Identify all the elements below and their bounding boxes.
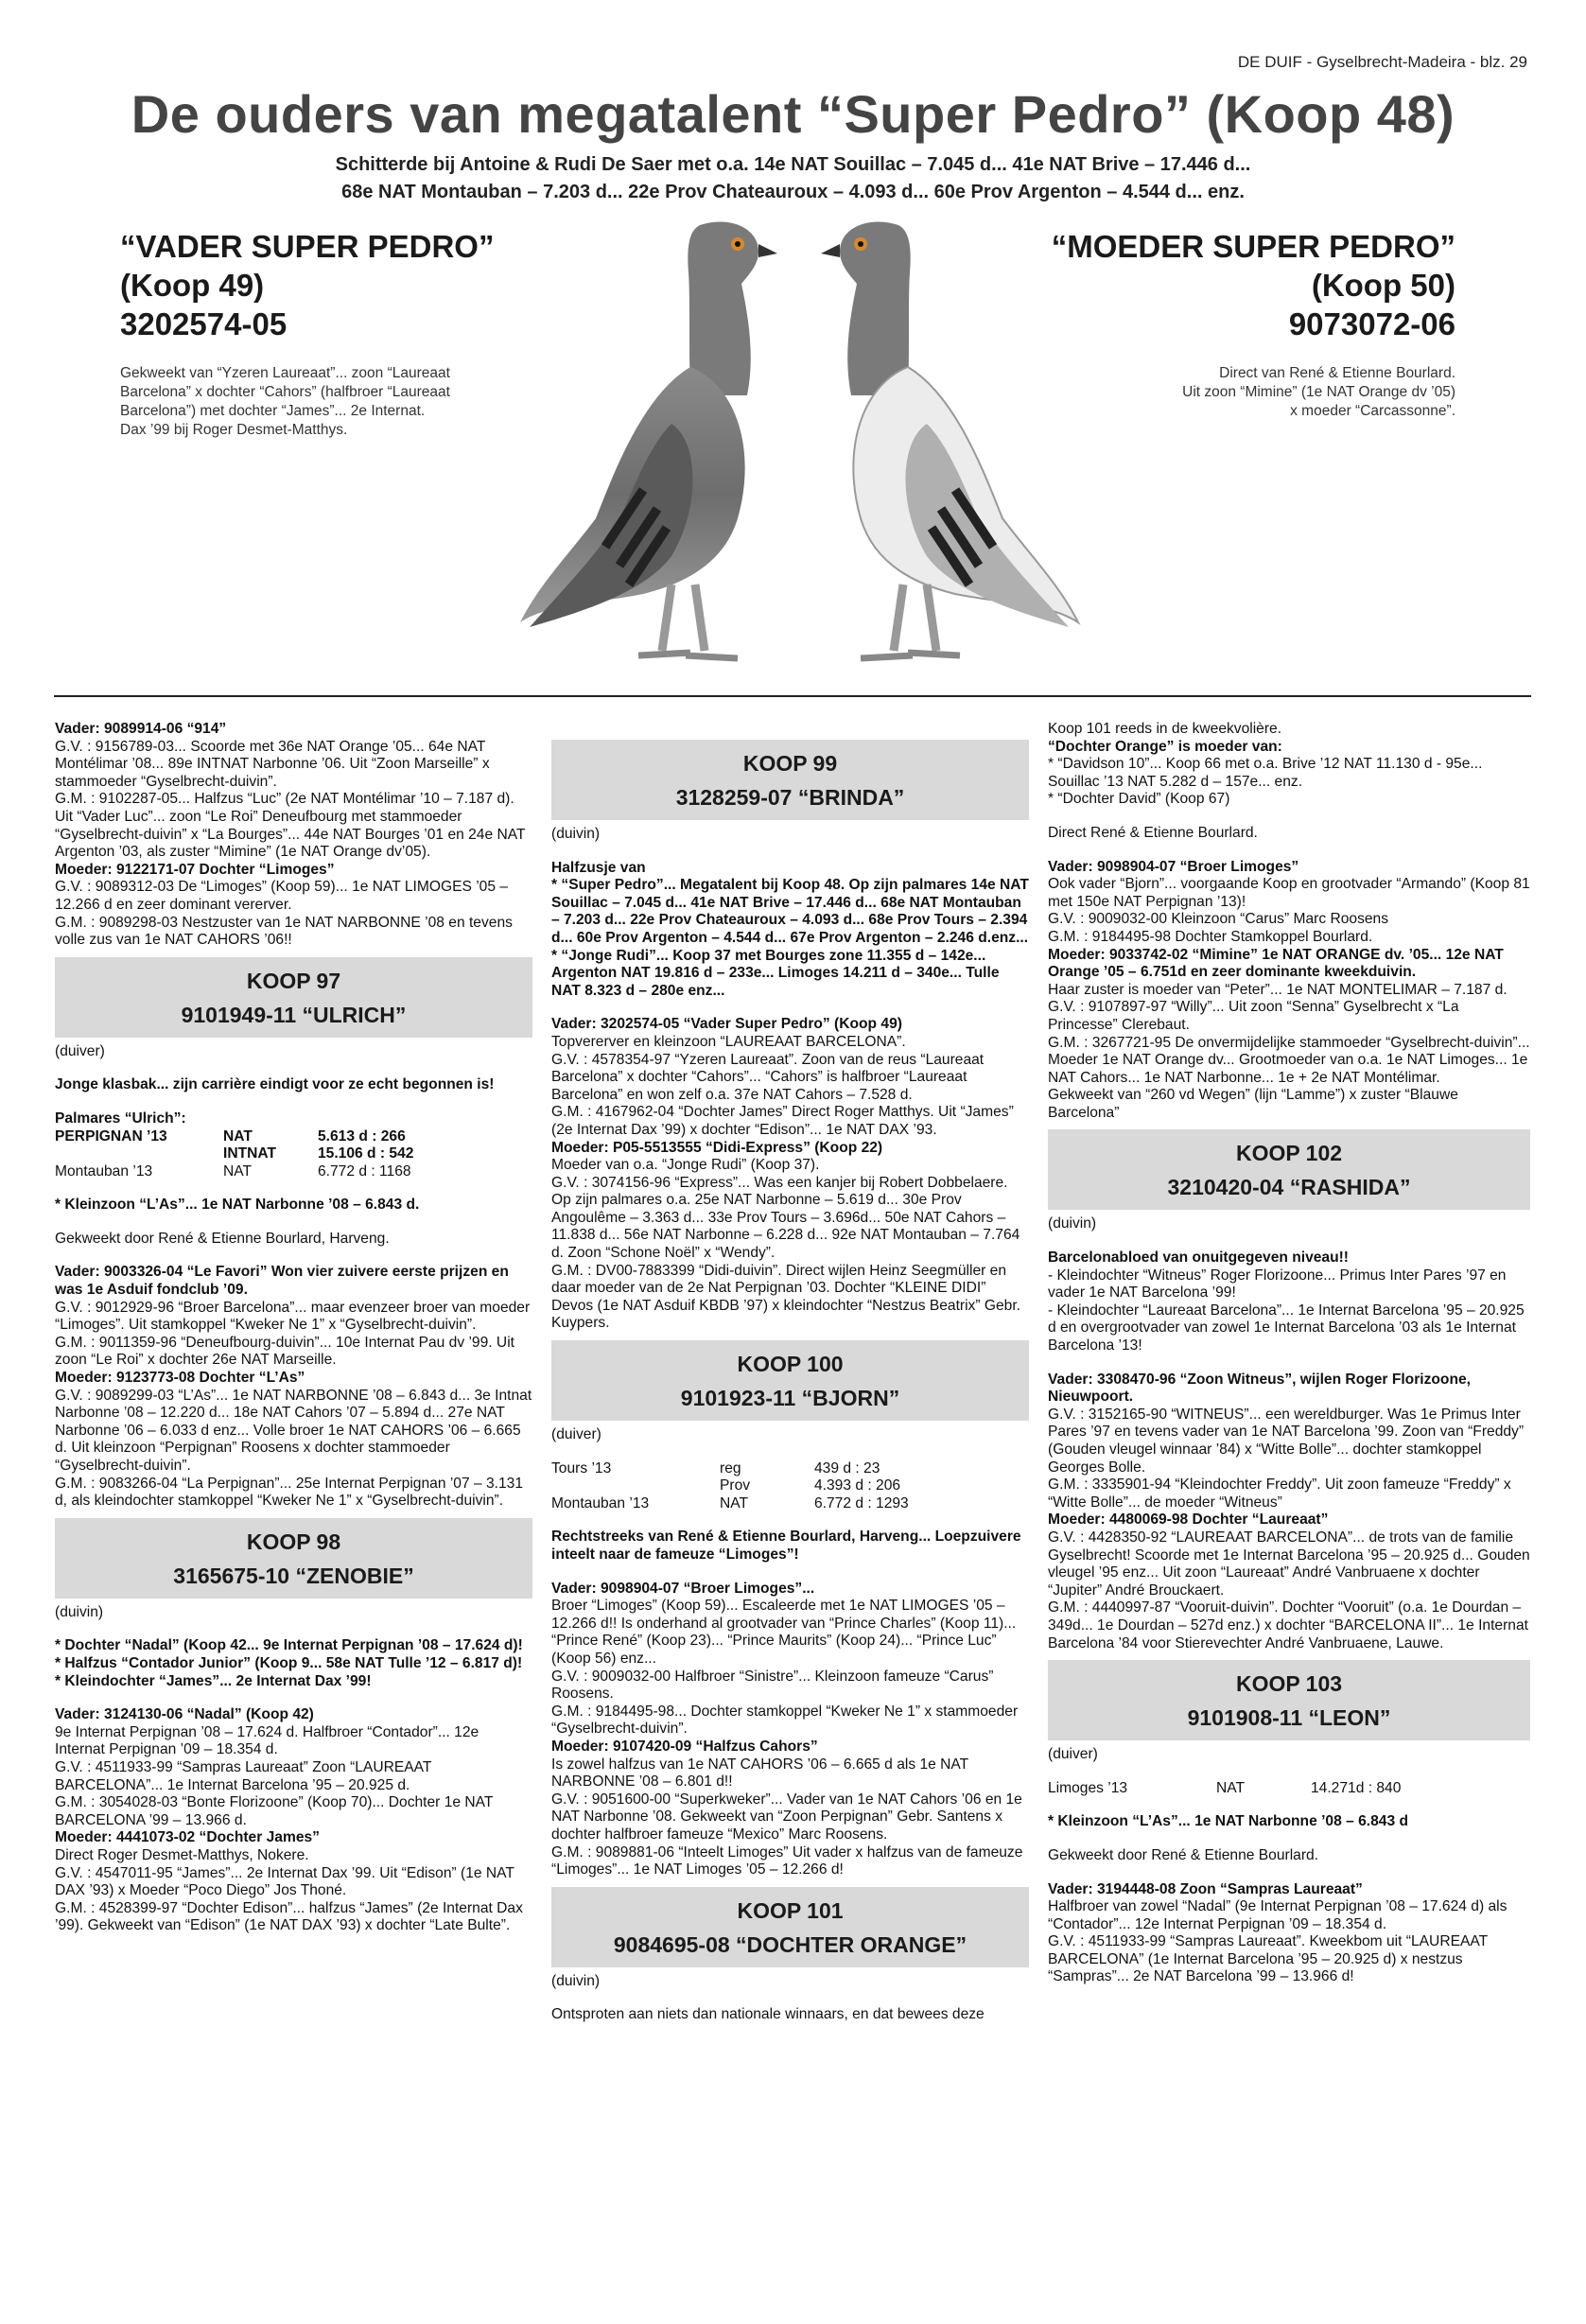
text-line: Vader: 3308470-96 “Zoon Witneus”, wijlen Roger Florizoone, Nieuwpoort.	[1048, 1371, 1471, 1406]
text-line: G.M. : 9102287-05... Halfzus “Luc” (2e NAT Montélimar ’10 – 7.187 d). Uit “Vader Luc”... zoon “Le Roi” Deneufbourg met stammoeder “Gyselbrecht-duivin” x “La Bourges”... 44e NAT Bourges ’01 en 24e NAT Argenton ’03, als zuster “Mimine” (1e NAT Orange dv’05).	[55, 791, 526, 861]
koop-ring: 9101949-11 “ULRICH”	[181, 1002, 407, 1027]
koop-ring: 9084695-08 “DOCHTER ORANGE”	[613, 1931, 967, 1957]
mother-name: “MOEDER SUPER PEDRO”	[1051, 229, 1455, 264]
sex-label: (duiver)	[551, 1426, 601, 1443]
text-line: G.M. : 4167962-04 “Dochter James” Direct Roger Matthys. Uit “James” (2e Internat Dax ’99) x dochter “Edison”... 1e NAT DAX ’93.	[551, 1104, 1014, 1138]
text-line: G.V. : 9051600-00 “Superkweker”... Vader van 1e NAT Cahors ’06 en 1e NAT Narbonne ’08. Gekweekt van “Zoon Perpignan” Gebr. Santens x dochter halfbroer fameuze “Mexico” Marc Roosens.	[551, 1791, 1022, 1843]
text-line: Ontsproten aan niets dan nationale winnaars, en dat bewees deze	[551, 2006, 985, 2023]
mother-description	[1077, 364, 1455, 421]
page-title: De ouders van megatalent “Super Pedro” (Koop 48)	[131, 84, 1455, 144]
subtitle-line: Schitterde bij Antoine & Rudi De Saer met o.a. 14e NAT Souillac – 7.045 d... 41e NAT Brive – 17.446 d...	[335, 154, 1251, 175]
text-line: Ook vader “Bjorn”... voorgaande Koop en grootvader “Armando” (Koop 81 met 150e NAT Perpignan ’13)!	[1048, 876, 1530, 910]
text-line: * Kleindochter “James”... 2e Internat Dax ’99!	[55, 1672, 372, 1689]
result-row	[55, 1145, 532, 1163]
text-line: G.V. : 9089312-03 De “Limoges” (Koop 59)... 1e NAT LIMOGES ’05 – 12.266 d en zeer dominant vererver.	[55, 879, 509, 913]
text-line: Moeder: P05-5513555 “Didi-Express” (Koop 22)	[551, 1139, 883, 1156]
text-line: Vader: 9098904-07 “Broer Limoges”	[1048, 858, 1299, 875]
divider-rule	[54, 695, 1531, 697]
text-line: Koop 101 reeds in de kweekvolière.	[1048, 721, 1282, 737]
result: 14.271d : 840	[1311, 1779, 1402, 1796]
level: INTNAT	[223, 1145, 277, 1162]
text-line: Is zowel halfzus van 1e NAT CAHORS ’06 – 6.665 d als 1e NAT NARBONNE ’08 – 6.801 d!!	[551, 1756, 968, 1791]
text-line: Vader: 3202574-05 “Vader Super Pedro” (Koop 49)	[551, 1016, 902, 1033]
text-line: G.M. : DV00-7883399 “Didi-duivin”. Direct wijlen Heinz Seegmüller en daar moeder van de 2e Nat Perpignan ’03. Dochter “KLEINE DIDI” Devos (1e NAT Asduif KBDB ’97) x kleindochter “Nestzus Beatrix” Gebr. Kuypers.	[551, 1262, 1021, 1332]
level: NAT	[223, 1127, 253, 1145]
mother-heading	[1052, 227, 1455, 343]
level: NAT	[1216, 1779, 1246, 1796]
text-line: G.V. : 4511933-99 “Sampras Laureaat” Zoon “LAUREAAT BARCELONA”... 1e Internat Barcelona ’95 – 20.925 d.	[55, 1758, 432, 1793]
text-line: Vader: 9003326-04 “Le Favori” Won vier zuivere eerste prijzen en was 1e Asduif fondclub ’09.	[55, 1264, 509, 1299]
text-line: Direct Roger Desmet-Matthys, Nokere.	[55, 1846, 309, 1863]
text-line: G.M. : 9083266-04 “La Perpignan”... 25e Internat Perpignan ’07 – 3.131 d, als kleindochter stamkoppel “Kweker Ne 1” x “Gyselbrecht-duivin”.	[55, 1475, 524, 1510]
race: PERPIGNAN ’13	[55, 1127, 167, 1145]
text-line: G.V. : 9012929-96 “Broer Barcelona”... maar evenzeer broer van moeder “Limoges”. Uit stamkoppel “Kweker Ne 1” x “Gyselbrecht-duivin”.	[55, 1299, 531, 1334]
father-pigeon-image	[511, 206, 794, 698]
race: Montauban ’13	[55, 1162, 153, 1179]
text-line: Moeder van o.a. “Jonge Rudi” (Koop 37).	[551, 1157, 820, 1174]
koop-103-box	[1048, 1660, 1530, 1740]
text-line: Moeder: 9123773-08 Dochter “L’As”	[55, 1370, 305, 1387]
result-row	[551, 1495, 1029, 1513]
text-line: G.V. : 3152165-90 “WITNEUS”... een wereldburger. Was 1e Primus Inter Pares ’97 en tevens vader van 1e NAT Barcelona ’99. Zoon van “Freddy” (Gouden vleugel winnaar ’84) x “Witte Bolle”... dochter stamkoppel Georges Bolle.	[1048, 1406, 1525, 1476]
desc-line: Uit zoon “Mimine” (1e NAT Orange dv ’05)	[1182, 384, 1455, 400]
text-line: G.M. : 3054028-03 “Bonte Florizoone” (Koop 70)... Dochter 1e NAT BARCELONA ’99 – 13.966 d.	[55, 1794, 494, 1828]
text-line: Vader: 9098904-07 “Broer Limoges”...	[551, 1580, 815, 1597]
race	[551, 1477, 720, 1495]
race: Limoges ’13	[1048, 1779, 1128, 1796]
koop-number: KOOP 102	[1235, 1141, 1343, 1166]
sex-label: (duiver)	[1048, 1746, 1098, 1763]
result: 6.772 d : 1168	[318, 1162, 411, 1179]
result: 5.613 d : 266	[318, 1127, 406, 1145]
sex-label: (duiver)	[55, 1042, 105, 1059]
column-1	[55, 721, 532, 1935]
father-name: “VADER SUPER PEDRO”	[120, 229, 495, 264]
result: 6.772 d : 1293	[814, 1494, 909, 1511]
text-line: 9e Internat Perpignan ’08 – 17.624 d. Halfbroer “Contador”... 12e Internat Perpignan ’09 – 18.354 d.	[55, 1723, 479, 1758]
father-ring: 3202574-05	[120, 306, 288, 341]
koop-99-box	[551, 740, 1029, 820]
text-line: Haar zuster is moeder van “Peter”... 1e NAT MONTELIMAR – 7.187 d.	[1048, 981, 1508, 998]
subtitle-line: 68e NAT Montauban – 7.203 d... 22e Prov Chateauroux – 4.093 d... 60e Prov Argenton – 4.544 d... enz.	[341, 182, 1245, 202]
level: NAT	[720, 1494, 749, 1511]
desc-line: Barcelona” x dochter “Cahors” (halfbroer “Laureaat	[120, 384, 450, 400]
text-line: Vader: 9089914-06 “914”	[55, 721, 227, 737]
text-line: * “Jonge Rudi”... Koop 37 met Bourges zone 11.355 d – 142e... Argenton NAT 19.816 d – 233e... Limoges 14.211 d – 340e... Tulle NAT 8.323 d – 280e enz...	[551, 947, 1000, 999]
desc-line: Direct van René & Etienne Bourlard.	[1219, 365, 1455, 381]
subtitle	[0, 151, 1586, 206]
result: 4.393 d : 206	[814, 1477, 901, 1494]
sex-label: (duivin)	[1048, 1215, 1097, 1232]
text-line: * Kleinzoon “L’As”... 1e NAT Narbonne ’08 – 6.843 d.	[55, 1197, 420, 1214]
level: Prov	[720, 1477, 751, 1494]
mother-koop: (Koop 50)	[1311, 268, 1455, 303]
result-row	[1048, 1780, 1530, 1798]
text-line: G.V. : 9107897-97 “Willy”... Uit zoon “Senna” Gyselbrecht x “La Princesse” Clerebaut.	[1048, 999, 1459, 1033]
koop-98-box	[55, 1518, 532, 1599]
text-line: G.M. : 9089298-03 Nestzuster van 1e NAT NARBONNE ’08 en tevens volle zus van 1e NAT CAHORS ’06!!	[55, 914, 513, 949]
text-line: Moeder: 9107420-09 “Halfzus Cahors”	[551, 1738, 818, 1755]
koop-number: KOOP 98	[246, 1529, 341, 1554]
text-line: G.V. : 4428350-92 “LAUREAAT BARCELONA”... de trots van de familie Gyselbrecht! Scoorde met 1e Internat Barcelona ’95 – 20.925 d... Gouden vleugel ’95 enz... Uit zoon “Laureaat” André Vanbruaene x dochter “Jupiter” André Brouckaert.	[1048, 1529, 1530, 1599]
text-line: Vader: 3194448-08 Zoon “Sampras Laureaat”	[1048, 1880, 1363, 1897]
koop-number: KOOP 100	[737, 1352, 844, 1377]
level: NAT	[223, 1162, 253, 1179]
text-line: Halfbroer van zowel “Nadal” (9e Internat Perpignan ’08 – 17.624 d) als “Contador”... 12e Internat Perpignan ’09 – 18.354 d.	[1048, 1898, 1508, 1932]
koop-102-box	[1048, 1129, 1530, 1210]
text-line: G.V. : 9156789-03... Scoorde met 36e NAT Orange ’05... 64e NAT Montélimar ’08... 89e INTNAT Narbonne ’06. Uit “Zoon Marseille” x stammoeder “Gyselbrecht-duivin”.	[55, 738, 490, 790]
race	[55, 1145, 223, 1163]
mother-pigeon-image	[804, 206, 1088, 698]
desc-line: x moeder “Carcassonne”.	[1290, 403, 1455, 419]
text-line: Moeder: 4480069-98 Dochter “Laureaat”	[1048, 1511, 1329, 1529]
text-line: G.M. : 9089881-06 “Inteelt Limoges” Uit vader x halfzus van de fameuze “Limoges”... 1e NAT Limoges ’05 – 12.266 d!	[551, 1843, 1023, 1878]
koop-ring: 3210420-04 “RASHIDA”	[1167, 1175, 1411, 1200]
text-line: Gekweekt door René & Etienne Bourlard, Harveng.	[55, 1230, 390, 1247]
text-line: G.M. : 9011359-96 “Deneufbourg-duivin”... 10e Internat Pau dv ’99. Uit zoon “Le Roi” x dochter 26e NAT Marseille.	[55, 1334, 514, 1369]
result-row	[551, 1460, 1029, 1478]
koop-100-box	[551, 1340, 1029, 1421]
father-heading	[120, 227, 494, 343]
text-line: Jonge klasbak... zijn carrière eindigt voor ze echt begonnen is!	[55, 1076, 495, 1093]
column-3	[1048, 721, 1530, 1986]
text-line: G.V. : 9009032-00 Halfbroer “Sinistre”... Kleinzoon fameuze “Carus” Roosens.	[551, 1668, 994, 1703]
koop-number: KOOP 97	[246, 968, 341, 993]
result: 439 d : 23	[814, 1459, 880, 1477]
result: 15.106 d : 542	[318, 1145, 414, 1162]
text-line: Barcelonabloed van onuitgegeven niveau!!	[1048, 1249, 1350, 1267]
text-line: * Halfzus “Contador Junior” (Koop 9... 58e NAT Tulle ’12 – 6.817 d)!	[55, 1654, 523, 1671]
column-2	[551, 721, 1029, 2024]
koop-ring: 3128259-07 “BRINDA”	[675, 785, 905, 810]
text-line: G.V. : 3074156-96 “Express”... Was een kanjer bij Robert Dobbelaere. Op zijn palmares o.a. 25e NAT Narbonne – 5.619 d... 30e Prov Angoulême – 3.363 d... 33e Prov Tours – 3.696d... 50e NAT Cahors – 11.838 d... 56e NAT Narbonne – 6.228 d... 92e NAT Montauban – 7.764 d. Zoon “Schone Noël” x “Wendy”.	[551, 1174, 1020, 1262]
koop-ring: 9101908-11 “LEON”	[1187, 1705, 1391, 1731]
text-line: Broer “Limoges” (Koop 59)... Escaleerde met 1e NAT LIMOGES ’05 – 12.266 d!! Is onderhand al grootvader van “Prince Charles” (Koop 11)... “Prince René” (Koop 23)... “Prince Maurits” (Koop 24)... “Prince Luc” (Koop 56) enz...	[551, 1598, 1017, 1667]
text-line: G.V. : 4511933-99 “Sampras Laureaat”. Kweekbom uit “LAUREAAT BARCELONA” (1e Internat Barcelona ’95 – 20.925 d) x nestzus “Sampras”... 2e NAT Barcelona ’99 – 13.966 d!	[1048, 1933, 1488, 1985]
result-row	[551, 1477, 1029, 1495]
text-line: “Dochter Orange” is moeder van:	[1048, 738, 1282, 755]
text-line: G.M. : 9184495-98 Dochter Stamkoppel Bourlard.	[1048, 928, 1373, 945]
koop-ring: 9101923-11 “BJORN”	[680, 1386, 900, 1411]
text-line: - Kleindochter “Laureaat Barcelona”... 1e Internat Barcelona ’95 – 20.925 d en overgrootvader van zowel 1e Internat Barcelona ’03 als 1e Internat Barcelona ’13!	[1048, 1302, 1525, 1354]
mother-ring: 9073072-06	[1288, 306, 1455, 341]
result-row	[55, 1128, 532, 1146]
text-line: Gekweekt door René & Etienne Bourlard.	[1048, 1846, 1319, 1863]
sex-label: (duivin)	[55, 1603, 104, 1620]
koop-number: KOOP 101	[737, 1897, 844, 1923]
text-line: - Kleindochter “Witneus” Roger Florizoone... Primus Inter Pares ’97 en vader 1e NAT Barcelona ’99!	[1048, 1267, 1507, 1302]
koop-number: KOOP 103	[1235, 1671, 1343, 1697]
race: Tours ’13	[551, 1459, 612, 1477]
result-row	[55, 1163, 532, 1181]
koop-101-box	[551, 1887, 1029, 1967]
level: reg	[720, 1459, 741, 1477]
text-line: Rechtstreeks van René & Etienne Bourlard, Harveng... Loepzuivere inteelt naar de fameuze “Limoges”!	[551, 1529, 1021, 1563]
text-line: G.V. : 9089299-03 “L’As”... 1e NAT NARBONNE ’08 – 6.843 d... 3e Intnat Narbonne ’08 – 12.220 d... 18e NAT Cahors ’07 – 5.894 d... 27e NAT Narbonne ’06 – 6.033 d enz... Volle broer 1e NAT CAHORS ’06 – 6.665 d. Uit kleinzoon “Perpignan” Roosens x dochter stammoeder “Gyselbrecht-duivin”.	[55, 1387, 532, 1474]
koop-ring: 3165675-10 “ZENOBIE”	[173, 1563, 414, 1588]
koop-97-box	[55, 957, 532, 1038]
sex-label: (duivin)	[551, 826, 601, 842]
text-line: Vader: 3124130-06 “Nadal” (Koop 42)	[55, 1706, 314, 1723]
text-line: G.M. : 4440997-87 “Vooruit-duivin”. Dochter “Vooruit” (o.a. 1e Dourdan – 349d... 1e Dourdan – 527d enz.) x dochter “BARCELONA II”... 1e Internat Barcelona ’84 voor Stierevechter André Vanbruaene, Lauwe.	[1048, 1599, 1528, 1651]
page-ref: DE DUIF - Gyselbrecht-Madeira - blz. 29	[1237, 53, 1527, 71]
text-line: G.V. : 9009032-00 Kleinzoon “Carus” Marc Roosens	[1048, 911, 1389, 928]
father-koop: (Koop 49)	[120, 268, 265, 303]
text-line: G.M. : 3267721-95 De onvermijdelijke stammoeder “Gyselbrecht-duivin”... Moeder 1e NAT Orange dv... Grootmoeder van o.a. 1e NAT Limoges... 1e NAT Cahors... 1e NAT Narbonne... 1e + 2e NAT Montélimar.	[1048, 1034, 1530, 1086]
desc-line: Barcelona”) met dochter “James”... 2e Internat.	[120, 403, 426, 419]
text-line: G.V. : 4578354-97 “Yzeren Laureaat”. Zoon van de reus “Laureaat Barcelona” x dochter “Cahors”... “Cahors” is halfbroer “Laureaat Barcelona” en won zelf o.a. 37e NAT Cahors – 7.528 d.	[551, 1051, 985, 1103]
text-line: * “Dochter David” (Koop 67)	[1048, 791, 1230, 808]
text-line: Moeder: 9033742-02 “Mimine” 1e NAT ORANGE dv. ’05... 12e NAT Orange ’05 – 6.751d en zeer dominante kweekduivin.	[1048, 946, 1504, 981]
text-line: Halfzusje van	[551, 859, 646, 876]
desc-line: Gekweekt van “Yzeren Laureaat”... zoon “Laureaat	[120, 365, 450, 381]
text-line: G.M. : 3335901-94 “Kleindochter Freddy”. Uit zoon fameuze “Freddy” x “Witte Bolle”... de moeder “Witneus”	[1048, 1477, 1511, 1511]
text-line: * “Davidson 10”... Koop 66 met o.a. Brive ’12 NAT 11.130 d - 95e... Souillac ’13 NAT 5.282 d – 157e... enz.	[1048, 756, 1483, 790]
text-line: * “Super Pedro”... Megatalent bij Koop 48. Op zijn palmares 14e NAT Souillac – 7.045 d... 41e NAT Brive – 17.446 d... 68e NAT Montauban – 7.203 d... 22e Prov Chateauroux – 4.093 d... 68e Prov Tours – 2.394 d... 60e Prov Argenton – 4.544 d... 67e Prov Argenton – 2.246 d.enz...	[551, 877, 1029, 946]
text-line: * Kleinzoon “L’As”... 1e NAT Narbonne ’08 – 6.843 d	[1048, 1813, 1408, 1830]
text-line: * Dochter “Nadal” (Koop 42... 9e Internat Perpignan ’08 – 17.624 d)!	[55, 1637, 523, 1654]
sex-label: (duivin)	[551, 1972, 601, 1989]
text-line: G.M. : 9184495-98... Dochter stamkoppel “Kweker Ne 1” x stammoeder “Gyselbrecht-duivin”.	[551, 1703, 1019, 1738]
text-line: Palmares “Ulrich”:	[55, 1110, 186, 1127]
text-line: Gekweekt van “260 vd Wegen” (lijn “Lamme”) x zuster “Blauwe Barcelona”	[1048, 1087, 1458, 1121]
father-description	[120, 364, 517, 440]
race: Montauban ’13	[551, 1494, 650, 1511]
text-line: Moeder: 4441073-02 “Dochter James”	[55, 1829, 320, 1846]
desc-line: Dax ’99 bij Roger Desmet-Matthys.	[120, 422, 348, 438]
text-line: Moeder: 9122171-07 Dochter “Limoges”	[55, 861, 335, 878]
text-line: Direct René & Etienne Bourlard.	[1048, 824, 1258, 841]
text-line: G.V. : 4547011-95 “James”... 2e Internat Dax ’99. Uit “Edison” (1e NAT DAX ’93) x Moeder “Poco Diego” Jos Thoné.	[55, 1864, 514, 1899]
text-line: G.M. : 4528399-97 “Dochter Edison”... halfzus “James” (2e Internat Dax ’99). Gekweekt van “Edison” (1e NAT DAX ’93) x dochter “Late Bulte”.	[55, 1899, 523, 1934]
koop-number: KOOP 99	[742, 751, 838, 776]
text-line: Topvererver en kleinzoon “LAUREAAT BARCELONA”.	[551, 1033, 906, 1050]
